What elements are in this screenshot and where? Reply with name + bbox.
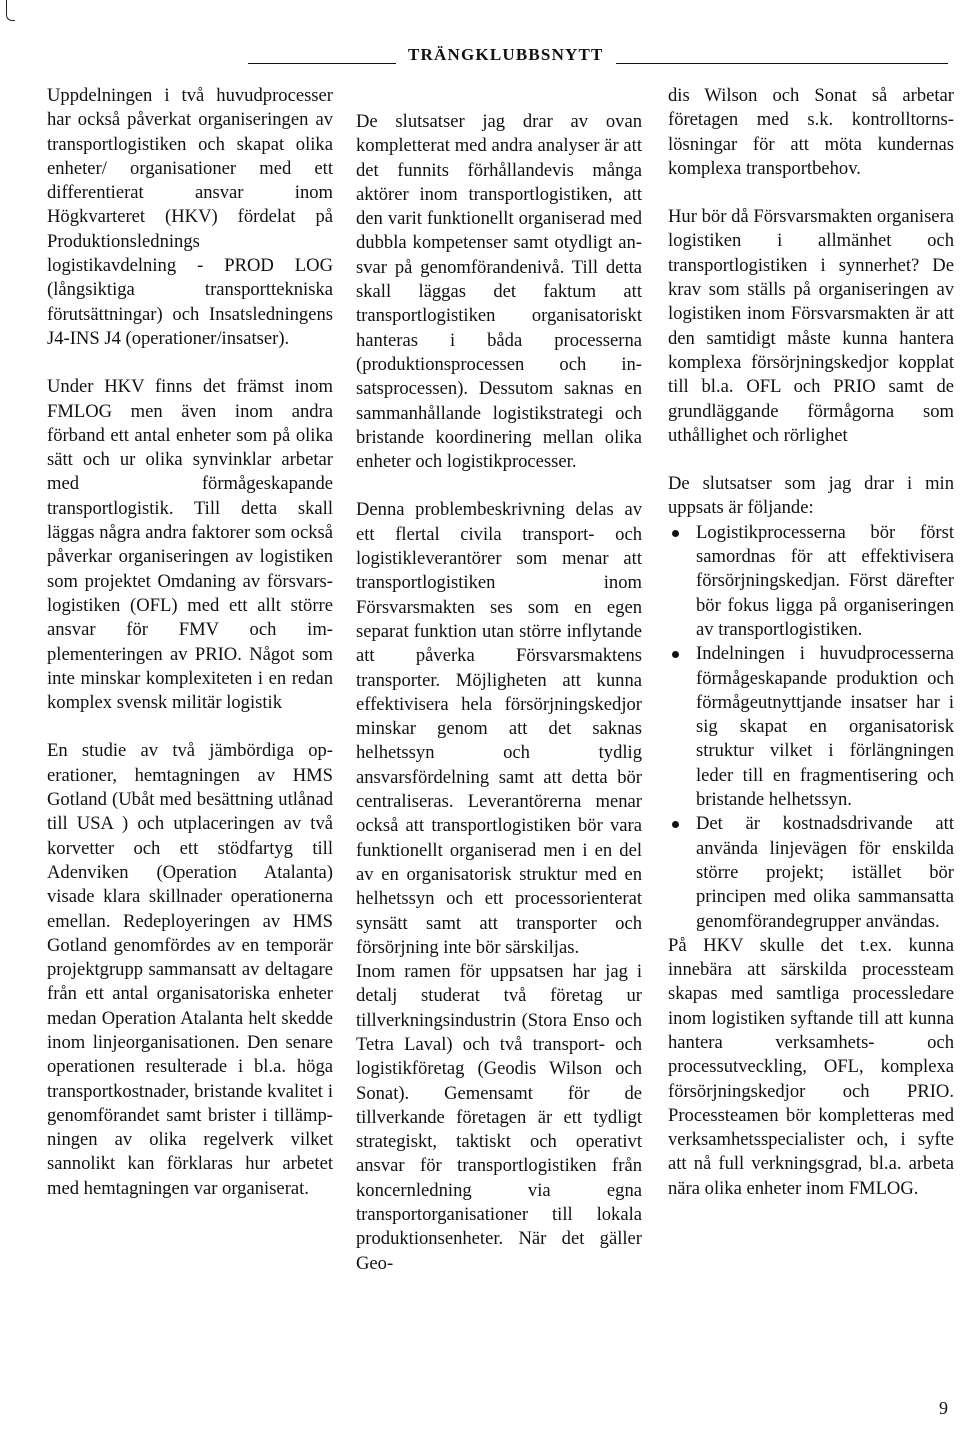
page-number: 9	[939, 1398, 948, 1418]
header-rule-right	[616, 63, 948, 64]
list-item	[668, 521, 954, 642]
text-column-1	[47, 84, 333, 1201]
text-column-2	[356, 110, 642, 1276]
text-column-3	[668, 84, 954, 1201]
header-rule-left	[248, 63, 396, 64]
paragraph: Uppdelningen i två huvudprocesser har också påverkat organiseringen av transportlogistiken och skapat olika enheter/ organisationer med ett differentierat ansvar inom Högkvarteret (HKV) fördelat på Produktionslednings logistikavdelning - PROD LOG (långsiktiga transporttekniska förutsättningar) och Insatsledningens J4-INS J4 (operationer/insatser).	[47, 85, 333, 349]
list-item-text: Det är kostnadsdrivande att använda linjevägen för enskilda större projekt; istället bör principen med olika sammansatta genomförandegrupper användas.	[696, 813, 954, 932]
header-title: TRÄNGKLUBBSNYTT	[408, 45, 604, 64]
bullet-icon	[672, 821, 679, 828]
paragraph: Under HKV finns det främst inom FMLOG men även inom andra förband ett antal enheter som på olika sätt och ur olika synvinklar arbetar med förmågeskapande transportlogistik. Till detta skall läggas några andra faktorer som också påverkar organiseringen av logistiken som projektet Omdaning av försvarslogistiken (OFL) med ett allt större ansvar för FMV och implementeringen av PRIO. Något som inte minskar komplexiteten i en redan komplex svensk militär logistik	[47, 376, 333, 714]
running-header	[248, 40, 948, 70]
crop-mark	[6, 0, 15, 21]
paragraph: De slutsatser som jag drar i min uppsats är följande:	[668, 473, 954, 519]
paragraph: Inom ramen för uppsatsen har jag i detalj studerat två företag ur tillverkningsindustrin (Stora Enso och Tetra Laval) och två transport- och logistikföretag (Geodis Wilson och Sonat). Gemensamt för de tillverkande företagen är ett tydligt strategiskt, taktiskt och operativt ansvar för transportlogistiken från koncernledning via egna transportorganisationer till lokala produktionsenheter. När det gäller Geo-	[356, 961, 642, 1274]
paragraph: En studie av två jämbördiga operationer, hemtagningen av HMS Gotland (Ubåt med besättning utlånad till USA ) och utplaceringen av två korvetter och ett stödfartyg till Adenviken (Operation Atalanta) visade klara skillnader operationerna emellan. Redeployeringen av HMS Gotland genomfördes av en temporär projektgrupp sammansatt av deltagare från ett antal organisatoriska enheter medan Operation Atalanta helt skedde inom linjeorganisationen. Den senare operationen resulterade i bl.a. höga transportkostnader, bristande kvalitet i genomförandet samt brister i tillämpningen av olika regelverk vilket sannolikt kan förklaras hur arbetet med hemtagningen var organiserat.	[47, 740, 333, 1199]
bullet-icon	[672, 530, 679, 537]
list-item	[668, 812, 954, 933]
list-item-text: Logistikprocesserna bör först samordnas för att effektivisera försörjningskedjan. Först därefter bör fokus ligga på organiseringen av transportlogistiken.	[696, 521, 954, 640]
conclusions-list	[668, 521, 954, 934]
paragraph: Denna problembeskrivning delas av ett flertal civila transport- och logistikleverantörer som menar att transportlogistiken inom Försvarsmakten ses som en egen separat funktion utan större inflytande att påverka Försvarsmaktens transporter. Möjligheten att kunna effektivisera hela försörjningskedjor minskar genom att det saknas helhetssyn och tydlig ansvarsfördelning samt att detta bör centraliseras. Leverantörerna menar också att transportlogistiken bör vara funktionellt organiserad men i en del av en organisatorisk struktur med en helhetssyn och ett processorienterat synsätt samt att transporter och försörjning inte bör särskiljas.	[356, 499, 642, 958]
list-item-text: Indelningen i huvudprocesserna förmågeskapande produktion och förmågeutnyttjande insatser har i sig skapat en organisatorisk struktur vilket i förlängningen leder till en fragmentisering och bristande helhetssyn.	[696, 643, 954, 811]
list-item	[668, 642, 954, 812]
paragraph: dis Wilson och Sonat så arbetar företagen med s.k. kontrolltornslösningar för att möta kundernas komplexa transportbehov.	[668, 85, 954, 179]
paragraph: Hur bör då Försvarsmakten organisera logistiken i allmänhet och transportlogistiken i synnerhet? De krav som ställs på organiseringen av logistiken inom Försvarsmakten är att den samtidigt måste kunna hantera komplexa försörjningskedjor kopplat till bl.a. OFL och PRIO samt de grundläggande förmågorna som uthållighet och rörlighet	[668, 206, 954, 446]
paragraph: På HKV skulle det t.ex. kunna innebära att särskilda processteam skapas med samtliga processledare inom logistiken syftande till att kunna hantera verksamhets- och processutveckling, OFL, komplexa försörjningskedjor och PRIO. Processteamen bör kompletteras med verksamhetsspecialister och, i syfte att nå full verkningsgrad, bl.a. arbeta nära olika enheter inom FMLOG.	[668, 934, 954, 1199]
bullet-icon	[672, 651, 679, 658]
paragraph: De slutsatser jag drar av ovan kompletterat med andra analyser är att det funnits förhållandevis många aktörer inom transportlogistiken, att den varit funktionellt organiserad med dubbla kompetenser samt otydligt ansvar på genomförandenivå. Till detta skall läggas det faktum att transportlogistiken organisatoriskt hanteras i båda processerna (produktionsprocessen och insatsprocessen). Dessutom saknas en sammanhållande logistikstrategi och bristande koordinering mellan olika enheter och logistikprocesser.	[356, 111, 642, 473]
